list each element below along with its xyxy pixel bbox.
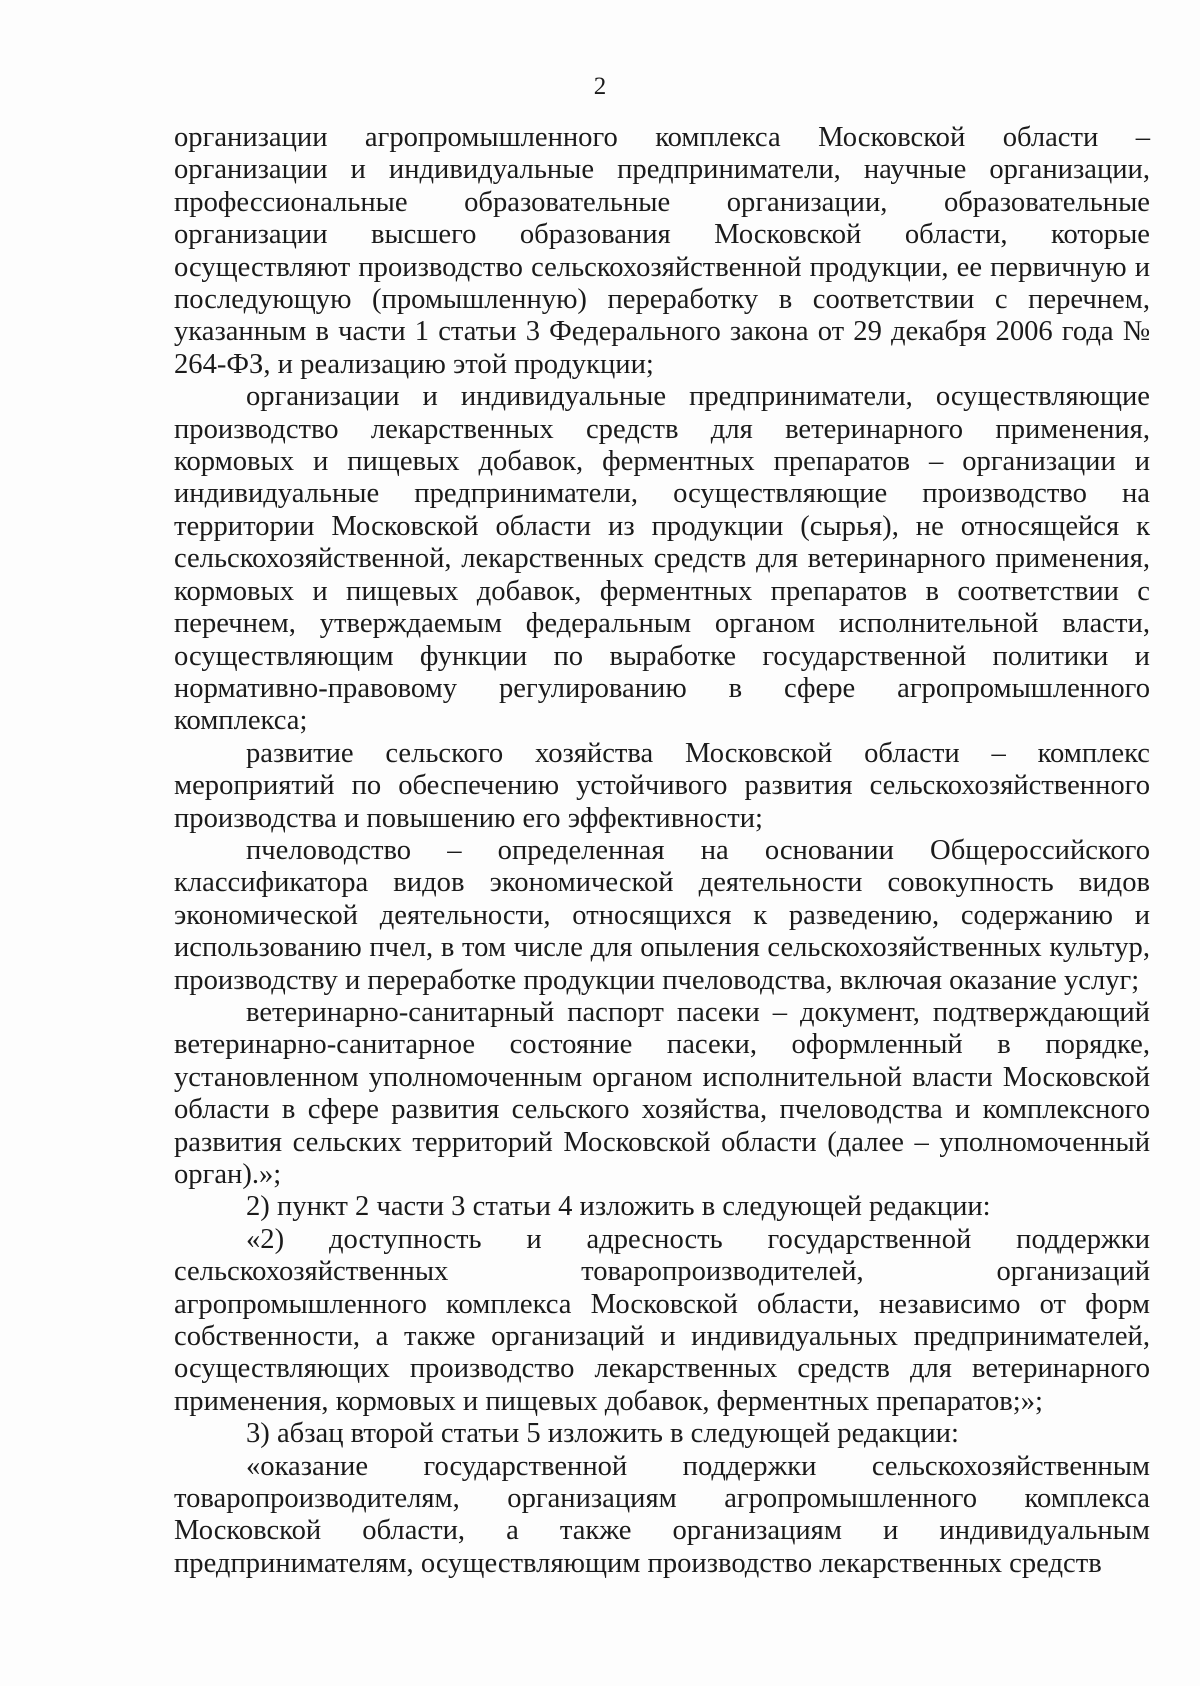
paragraph-amendment-3: 3) абзац второй статьи 5 изложить в следующей редакции: xyxy=(246,1418,959,1450)
paragraph-definition-apiary-passport: ветеринарно-санитарный паспорт пасеки – документ, подтверждающий ветеринарно-санитарное состояние пасеки, оформленный в порядке, установленном уполномоченным органом исполнительной власти Московской области в сфере развития сельского хозяйства, пчеловодства и комплексного развития сельских территорий Московской области (далее – уполномоченный орган).»; xyxy=(174,996,1150,1190)
paragraph-amendment-2: 2) пункт 2 части 3 статьи 4 изложить в следующей редакции: xyxy=(246,1191,991,1223)
document-body xyxy=(174,122,1150,1580)
paragraph-definition-veterinary-producers: организации и индивидуальные предприниматели, осуществляющие производство лекарственных средств для ветеринарного применения, кормовых и пищевых добавок, ферментных препаратов – организации и индивидуальные предприниматели, осуществляющие производство на территории Московской области из продукции (сырья), не относящейся к сельскохозяйственной, лекарственных средств для ветеринарного применения, кормовых и пищевых добавок, ферментных препаратов в соответствии с перечнем, утверждаемым федеральным органом исполнительной власти, осуществляющим функции по выработке государственной политики и нормативно-правовому регулированию в сфере агропромышленного комплекса; xyxy=(174,381,1150,737)
paragraph-definition-beekeeping: пчеловодство – определенная на основании Общероссийского классификатора видов экономической деятельности совокупность видов экономической деятельности, относящихся к разведению, содержанию и использованию пчел, в том числе для опыления сельскохозяйственных культур, производству и переработке продукции пчеловодства, включая оказание услуг; xyxy=(174,834,1150,996)
paragraph-definition-agriculture-development: развитие сельского хозяйства Московской области – комплекс мероприятий по обеспечению устойчивого развития сельскохозяйственного производства и повышению его эффективности; xyxy=(174,737,1150,834)
paragraph-amendment-2-text: «2) доступность и адресность государственной поддержки сельскохозяйственных товаропроизводителей, организаций агропромышленного комплекса Московской области, независимо от форм собственности, а также организаций и индивидуальных предпринимателей, осуществляющих производство лекарственных средств для ветеринарного применения, кормовых и пищевых добавок, ферментных препаратов;»; xyxy=(174,1223,1150,1417)
paragraph-definition-agro-organizations: организации агропромышленного комплекса Московской области – организации и индивидуальные предприниматели, научные организации, профессиональные образовательные организации, образовательные организации высшего образования Московской области, которые осуществляют производство сельскохозяйственной продукции, ее первичную и последующую (промышленную) переработку в соответствии с перечнем, указанным в части 1 статьи 3 Федерального закона от 29 декабря 2006 года № 264-ФЗ, и реализацию этой продукции; xyxy=(174,122,1150,380)
page-number: 2 xyxy=(593,73,607,100)
paragraph-amendment-3-text: «оказание государственной поддержки сельскохозяйственным товаропроизводителям, организациям агропромышленного комплекса Московской области, а также организациям и индивидуальным предпринимателям, осуществляющим производство лекарственных средств xyxy=(174,1450,1150,1579)
